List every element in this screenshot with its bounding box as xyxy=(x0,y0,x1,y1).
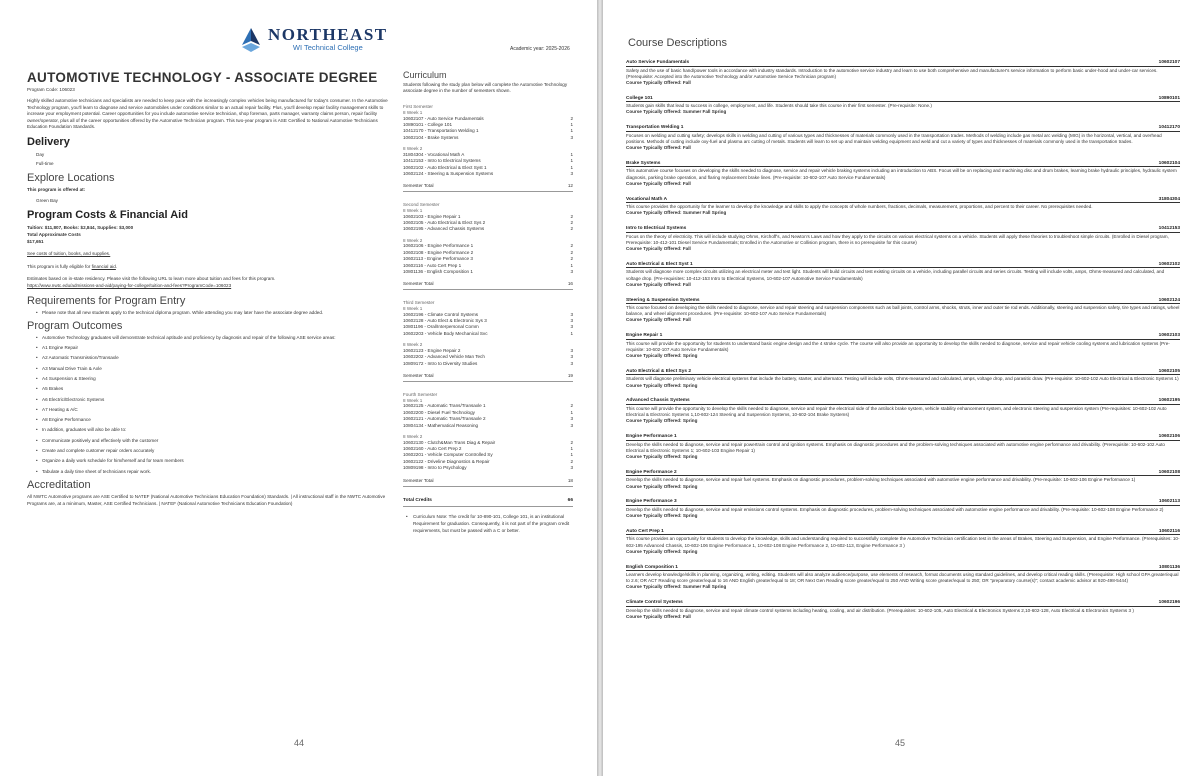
semester-block xyxy=(403,104,573,192)
course-name: 10602160 - Auto Cert Prep 2 xyxy=(403,445,462,451)
course-descriptions-title: Course Descriptions xyxy=(628,37,728,49)
course-name: 31804304 - Vocational Math A xyxy=(403,151,465,157)
course-name: College 101 xyxy=(626,95,653,101)
course-name: 10602123 - Engine Repair 2 xyxy=(403,347,461,353)
course-offered-value: Fall xyxy=(682,281,691,287)
course-name: 10602102 - Auto Electrical & Elect Syst 1 xyxy=(403,164,487,170)
course-entry xyxy=(626,96,1180,116)
delivery-heading: Delivery xyxy=(27,135,70,148)
semester-total-value: 16 xyxy=(567,281,573,287)
course-offered-value: Fall xyxy=(682,613,691,619)
semester-name: Fourth Semester xyxy=(403,392,438,398)
course-row xyxy=(403,226,573,232)
course-row xyxy=(403,423,573,429)
course-offered xyxy=(626,109,1180,115)
semester-name: First Semester xyxy=(403,104,433,110)
semester-name: Second Semester xyxy=(403,202,440,208)
week-label: 8 Week 2 xyxy=(403,342,423,348)
outcomes-list xyxy=(27,335,390,475)
course-description: Develop the skills needed to diagnose, service and repair climate control systems including heating, cooling, and air distribution. (Prerequisites: 10-602-105, Auto Electrical & Electronics Systems 2,10-602-128, Auto Electrical & Electronics Systems 3 ) xyxy=(626,607,1134,613)
offered-at-label: This program is offered at: xyxy=(27,187,86,193)
campus-name: Green Bay xyxy=(36,197,58,203)
course-entry xyxy=(626,499,1180,519)
curriculum-note: • Curriculum Note: The credit for 10-890-101, College 101, is an institutional Requirement for graduation. Consequently, it is not part of the program credit requirements, but must be passed with a C or better. xyxy=(403,513,573,535)
course-offered-value: Fall xyxy=(682,180,691,186)
course-name: 10602121 - Automatic Trans/Transaxle 2 xyxy=(403,416,486,422)
course-description: Safety and the use of basic hand/power tools in accordance with industry standards. Introduction to the automotive service industry and learn to use both comprehensive and manufacturer's service information to perform basic under-hood and under-car services. (Prerequisite: Accepted into the Automotive Technology and/or Automotive Service Technician program) xyxy=(626,67,1158,79)
course-header xyxy=(626,161,1180,168)
semester-name: Third Semester xyxy=(403,300,435,306)
course-credits: 2 xyxy=(570,213,573,219)
semester-list xyxy=(403,104,573,486)
course-credits: 2 xyxy=(570,439,573,445)
course-offered xyxy=(626,383,1180,389)
course-header xyxy=(626,565,1180,572)
semester-total-label: Semester Total xyxy=(403,373,434,379)
list-item: • Organize a daily work schedule for him/herself and for team members xyxy=(36,458,390,464)
course-name: 10602105 - Auto Electrical & Elect Sys 2 xyxy=(403,220,486,226)
course-name: 10602107 - Auto Service Fundamentals xyxy=(403,115,484,121)
week-label: 8 Week 2 xyxy=(403,433,423,439)
course-entry xyxy=(626,161,1180,187)
course-credits: 3 xyxy=(570,171,573,177)
course-offered-value: Spring xyxy=(682,454,698,460)
total-costs-label: Total Approximate Costs xyxy=(27,231,81,237)
course-description: Students will diagnose preliminary vehicle electrical systems that include the battery, starter, and alternator. Testing will include volts, Ohms-measured and calculated, amps, voltage drop, and parasitic draw. (Pre-requisite: 10-602-102 Auto Electrical & Electronic Systems 1) xyxy=(626,376,1179,382)
course-name: 10602202 - Advanced Vehicle Man Tech xyxy=(403,354,485,360)
course-offered-label: Course Typically Offered: xyxy=(626,246,682,252)
course-offered-value: Fall xyxy=(682,246,691,252)
course-name: 10602125 - Automatic Trans/Transaxle 1 xyxy=(403,403,486,409)
course-offered-value: Summer Fall Spring xyxy=(682,210,727,216)
course-code: 10602108 xyxy=(1158,469,1180,475)
course-credits: 2 xyxy=(570,220,573,226)
course-credits: 1 xyxy=(570,409,573,415)
course-offered-label: Course Typically Offered: xyxy=(626,109,682,115)
course-description: Focuses on welding and cutting safety; develops skills in welding and cutting of various types and thicknesses of materials commonly used in the transportation trades. Methods of welding include gas metal arc welding (MIG) in the horizontal, vertical, and overhead positions. Methods of cutting include oxy-fuel and plasma arc cutting of metals. Students will learn to set up and maintain welding equipment and weld and cut a variety of types and thicknesses of materials commonly used in the transportation trades. xyxy=(626,132,1162,144)
course-description: This automotive course focuses on developing the skills needed to diagnose, service and repair vehicle braking systems including an introduction to ABS. Focus will be on replacing and machining disc and drum brakes, learning brake hydraulic principles, hydraulic system diagnosis, parking brake operation, and flaring replacement brake lines. (Pre-requisite: 10-602-107 Auto Service Fundamentals) xyxy=(626,168,1177,180)
course-description: Students will diagnose more complex circuits utilizing an electrical meter and test light. Students will build circuits and test existing circuits on a vehicle, including parallel circuits and series circuits. Testing will include volts, amps, Ohms-measured and calculated, and voltage drop. (Pre-requisites: 10-412-153 Intro to Electrical Systems, 10-602-107 Automotive Service Fundamentals) xyxy=(626,269,1165,281)
course-name: 10602196 - Climate Control Systems xyxy=(403,311,479,317)
course-credits: 3 xyxy=(570,416,573,422)
course-credits: 1 xyxy=(570,122,573,127)
course-header xyxy=(626,262,1180,269)
course-offered xyxy=(626,246,1180,252)
locations-heading: Explore Locations xyxy=(27,172,115,185)
course-name: Auto Service Fundamentals xyxy=(626,60,690,65)
course-name: 10801136 - English Composition 1 xyxy=(403,269,473,275)
semester-block xyxy=(403,392,573,486)
course-offered-label: Course Typically Offered: xyxy=(626,483,682,489)
list-item: • Create and complete customer repair orders accurately xyxy=(36,448,390,454)
course-code: 10602196 xyxy=(1158,600,1180,606)
course-header xyxy=(626,333,1180,340)
course-credits: 3 xyxy=(570,311,573,317)
financial-aid-line: This program is fully eligible for financial aid. xyxy=(27,263,118,269)
course-offered xyxy=(626,145,1180,151)
logo-subtitle: WI Technical College xyxy=(292,43,363,52)
course-offered-label: Course Typically Offered: xyxy=(626,210,682,216)
course-description: Develop the skills needed to diagnose, service and repair powertrain control and ignition systems. Emphasis on diagnostic procedures and the problem-solving techniques associated with automotive engine performance and drivability. (Prerequisite: 10-602-102 Auto Electrical & Electronic Systems 1; 10-602-103 Engine Repair 1) xyxy=(626,441,1165,453)
course-header xyxy=(626,398,1180,405)
course-code: 10412170 xyxy=(1158,125,1180,131)
total-credits-row xyxy=(403,498,573,507)
estimate-text: Estimates based on in-state residency. Please visit the following URL to learn more about tuition and fees for this program. xyxy=(27,276,276,282)
course-credits: 1 xyxy=(570,158,573,164)
course-description: This course will provide the opportunity for students to understand basic engine design and the 4 stroke cycle. The course will also provide an opportunity to develop the skills needed to diagnose, service and repair vehicle cooling systems and lubrication systems (Pre-requisite: 10-602-107 Auto Service Fundamentals) xyxy=(626,340,1170,352)
course-name: 10804134 - Mathematical Reasoning xyxy=(403,422,479,428)
requirements-list xyxy=(27,310,390,316)
course-code: 10602106 xyxy=(1158,434,1180,440)
course-credits: 2 xyxy=(570,256,573,262)
course-code: 10602195 xyxy=(1158,398,1180,404)
course-offered-value: Spring xyxy=(682,353,698,359)
course-offered xyxy=(626,353,1180,359)
course-credits: 2 xyxy=(570,226,573,232)
course-name: 10412170 - Transportation Welding 1 xyxy=(403,128,479,134)
course-header xyxy=(626,298,1180,305)
semester-total-value: 12 xyxy=(567,183,573,189)
tuition-url[interactable]: https://www.nwtc.edu/admissions-and-aid/paying-for-college/tuition-and-fees?ProgramCode=106023 xyxy=(27,282,232,288)
course-credits: 1 xyxy=(570,262,573,268)
course-credits: 2 xyxy=(570,403,573,409)
course-offered-value: Fall xyxy=(682,79,691,85)
costs-heading: Program Costs & Financial Aid xyxy=(27,209,188,222)
course-header xyxy=(626,470,1180,477)
course-entry xyxy=(626,369,1180,389)
course-name: 10602106 - Engine Performance 1 xyxy=(403,243,474,249)
list-item: • In addition, graduates will also be able to: xyxy=(36,427,390,433)
course-description: This course will provide the opportunity to develop the skills needed to diagnose, service and repair the electrical side of the antilock brake system, vehicle stability enhancement system, and electronic steering and suspension system (Pre-requisites: 10-602-102 Auto Electrical & Electronic Systems 1,10-602-124 Steering and Suspension Systems, 10-602-104 Brake Systems) xyxy=(626,405,1167,418)
course-description: Develop the skills needed to diagnose, service and repair emissions control systems. Emphasis on diagnostic procedures, problem-solving techniques associated with automotive engine performance and drivability. (Pre-requisite: 10-602-108 Engine Performance 2) xyxy=(626,506,1164,512)
course-description-list xyxy=(626,60,1180,630)
course-name: 10602122 - Driveline Diagnostics & Repair xyxy=(403,458,490,464)
course-name: 10602124 - Steering & Suspension Systems xyxy=(403,171,494,177)
list-item: • A6 Electric/Electronic Systems xyxy=(36,397,390,403)
course-offered xyxy=(626,210,1180,216)
semester-total-row xyxy=(403,472,573,487)
course-offered xyxy=(626,454,1180,460)
course-code: 10602104 xyxy=(1158,160,1180,166)
course-code: 10602116 xyxy=(1158,528,1180,534)
course-credits: 1 xyxy=(570,330,573,336)
course-entry xyxy=(626,565,1180,591)
course-credits: 3 xyxy=(570,465,573,471)
course-entry xyxy=(626,226,1180,252)
course-header xyxy=(626,529,1180,536)
course-header xyxy=(626,125,1180,132)
semester-total-row xyxy=(403,367,573,382)
course-entry xyxy=(626,262,1180,288)
course-name: 10602200 - Diesel Fuel Technology xyxy=(403,409,475,415)
page-44 xyxy=(0,0,597,776)
course-header xyxy=(626,499,1180,506)
logo-name: NORTHEAST xyxy=(268,25,388,44)
course-name: 10809172 - Intro to Diversity Studies xyxy=(403,360,478,366)
list-item: • A5 Brakes xyxy=(36,386,390,392)
week-label: 8 Week 1 xyxy=(403,110,423,115)
course-entry xyxy=(626,125,1180,151)
course-offered-label: Course Typically Offered: xyxy=(626,281,682,287)
course-credits: 3 xyxy=(570,422,573,428)
course-credits: 2 xyxy=(570,458,573,464)
course-credits: 3 xyxy=(570,269,573,275)
course-offered-label: Course Typically Offered: xyxy=(626,418,682,424)
course-entry xyxy=(626,197,1180,217)
semester-total-label: Semester Total xyxy=(403,183,434,189)
course-credits: 1 xyxy=(570,128,573,134)
course-entry xyxy=(626,600,1180,620)
course-description: This course provides an opportunity for students to develop the knowledge, skills and understanding required to successfully complete the Automotive Technician certification test in the areas of Brakes, Steering and Suspension, and Engine Performance. (Prerequisites: 10-602-195 Advanced Chassis, 10-602-106 Engine Performance 1, 10-602-108 Engine Performance 2, 10-602-113, Engine Performance 3 ) xyxy=(626,536,1180,548)
course-name: 10602195 - Advanced Chassis Systems xyxy=(403,226,485,232)
course-offered-label: Course Typically Offered: xyxy=(626,353,682,359)
course-credits: 1 xyxy=(570,445,573,451)
course-credits: 2 xyxy=(570,249,573,255)
course-offered xyxy=(626,584,1180,590)
course-description: This course focused on developing the skills needed to diagnose, service and repair steering and suspension components such as ball joints, control arms, shocks, struts, inner and outer tie rod ends. Additionally, steering and suspension safety, tire types and ratings, wheel balance, and wheel alignment procedures. (Pre-requisite: 10-602-107 Auto Service Fundamentals) xyxy=(626,305,1180,317)
program-overview xyxy=(27,70,390,507)
tuition-line: Tuition: $11,807, Books: $2,844, Supplies: $3,000 xyxy=(27,225,134,231)
course-name: Auto Electrical & Elect Sys 2 xyxy=(626,368,692,374)
course-name: Climate Control Systems xyxy=(626,600,683,606)
course-credits: 3 xyxy=(570,134,573,140)
course-name: 10602103 - Engine Repair 1 xyxy=(403,213,461,219)
list-item: • A3 Manual Drive Train & Axle xyxy=(36,366,390,372)
course-header xyxy=(626,197,1180,204)
course-name: 10602130 - Clutch&Man Trans Diag & Repair xyxy=(403,439,496,445)
course-name: Brake Systems xyxy=(626,160,661,166)
course-name: 10602116 - Auto Cert Prep 1 xyxy=(403,262,462,268)
course-offered-value: Spring xyxy=(682,483,698,489)
page-number: 45 xyxy=(895,738,906,748)
page-45 xyxy=(603,0,1200,776)
curriculum xyxy=(403,70,573,535)
course-offered-label: Course Typically Offered: xyxy=(626,145,682,151)
course-name: Intro to Electrical Systems xyxy=(626,226,687,232)
delivery-item: Day xyxy=(36,151,45,157)
curriculum-intro: Students following the study plan below will complete the Automotive Technology associate degree in the number of semesters shown. xyxy=(403,82,568,94)
semester-total-row xyxy=(403,177,573,192)
course-description: Focus on the theory of electricity. This will include studying Ohms, Kirchoff's, and Newton's Laws and how they apply to the circuits on various electrical systems on a vehicle. Students will apply these theories to troubleshoot simple circuits. (Enrolled in Diesel program, Prerequisite: 10-412-101 Diesel Service Fundamentals; Enrolled in the Automotive or Collision program, there is no prerequisite for this course) xyxy=(626,233,1169,245)
course-name: 10602108 - Engine Performance 2 xyxy=(403,249,474,255)
course-offered-label: Course Typically Offered: xyxy=(626,613,682,619)
accreditation-text: All NWTC Automotive programs are ASE Certified to NATEF (National Automotive Technicians Education Foundation) Standards. | All instructional staff in the NWTC Automotive Programs are, at a minimum, Master, ASE Certified Technicians. | NATEF (National Automotive Technicians Education Foundation) xyxy=(27,493,386,506)
semester-total-value: 18 xyxy=(567,477,573,483)
course-description: Develop the skills needed to diagnose, service and repair fuel systems. Emphasis on diagnostic procedures, problem-solving techniques associated with automotive engine performance and drivability. (Pre-requisite: 10-602-106 Engine Performance 1) xyxy=(626,477,1136,483)
college-logo xyxy=(240,26,388,53)
program-code: Program Code: 106023 xyxy=(27,87,75,92)
course-offered xyxy=(626,317,1180,323)
course-entry xyxy=(626,529,1180,555)
course-offered-label: Course Typically Offered: xyxy=(626,382,682,388)
course-header xyxy=(626,369,1180,376)
course-name: Auto Cert Prep 1 xyxy=(626,528,664,534)
course-name: Transportation Welding 1 xyxy=(626,125,684,131)
course-name: 10602203 - Vehicle Body Mechanical Svc xyxy=(403,330,488,336)
course-credits: 3 xyxy=(570,360,573,366)
delivery-item: Full-time xyxy=(36,160,54,166)
accreditation-heading: Accreditation xyxy=(27,478,91,491)
course-credits: 3 xyxy=(570,347,573,353)
course-code: 10602107 xyxy=(1158,60,1180,65)
course-row xyxy=(403,135,573,141)
course-offered-label: Course Typically Offered: xyxy=(626,584,682,590)
course-name: 10809198 - Intro to Psychology xyxy=(403,465,467,471)
course-name: 10602201 - Vehicle Computer Controlled Sy xyxy=(403,452,493,458)
course-offered-value: Spring xyxy=(682,382,698,388)
course-offered-value: Fall xyxy=(682,317,691,323)
course-offered-value: Summer Fall Spring xyxy=(682,584,727,590)
course-name: Engine Performance 2 xyxy=(626,469,677,475)
course-credits: 3 xyxy=(570,354,573,360)
course-credits: 1 xyxy=(570,452,573,458)
semester-total-label: Semester Total xyxy=(403,477,434,483)
course-offered-value: Spring xyxy=(682,418,698,424)
course-code: 10602105 xyxy=(1158,368,1180,374)
course-offered xyxy=(626,484,1180,490)
course-credits: 3 xyxy=(570,324,573,330)
course-description: This course provides the opportunity for the learner to develop the knowledge and skills to apply the concepts of whole numbers, fractions, decimals, measurement, proportions, and percent to their career. No prerequisites needed. xyxy=(626,204,1093,210)
course-name: 10602128 - Auto Elect & Electronic Sys 3 xyxy=(403,318,487,324)
course-credits: 2 xyxy=(570,243,573,249)
week-label: 8 Week 2 xyxy=(403,146,423,152)
course-code: 10801136 xyxy=(1158,564,1180,570)
course-offered xyxy=(626,418,1180,424)
total-costs-value: $17,651 xyxy=(27,238,44,244)
list-item: • A2 Automatic Transmission/Transaxle xyxy=(36,355,390,361)
course-code: 10602124 xyxy=(1158,297,1180,303)
course-name: English Composition 1 xyxy=(626,564,678,570)
semester-total-value: 19 xyxy=(567,373,573,379)
course-code: 31804304 xyxy=(1158,196,1180,202)
course-name: 10890101 - College 101 xyxy=(403,122,453,127)
list-item: • A1 Engine Repair xyxy=(36,345,390,351)
course-name: Engine Performance 1 xyxy=(626,434,677,440)
list-item: • Automotive Technology graduates will demonstrate technical aptitude and proficiency by diagnosis and repair of the following ASE service areas: xyxy=(36,335,390,341)
course-header xyxy=(626,96,1180,103)
course-code: 10602102 xyxy=(1158,261,1180,267)
course-offered-label: Course Typically Offered: xyxy=(626,548,682,554)
course-offered-value: Fall xyxy=(682,145,691,151)
course-offered-value: Spring xyxy=(682,548,698,554)
academic-year: Academic year: 2025-2026 xyxy=(510,46,570,52)
outcomes-heading: Program Outcomes xyxy=(27,319,123,332)
course-offered xyxy=(626,614,1180,620)
course-offered-label: Course Typically Offered: xyxy=(626,317,682,323)
curriculum-title: Curriculum xyxy=(403,70,447,80)
course-offered xyxy=(626,549,1180,555)
course-header xyxy=(626,434,1180,441)
course-offered xyxy=(626,181,1180,187)
course-name: Vocational Math A xyxy=(626,196,668,202)
semester-total-label: Semester Total xyxy=(403,281,434,287)
course-name: Engine Repair 1 xyxy=(626,333,663,339)
course-code: 10890101 xyxy=(1158,95,1180,101)
week-label: 8 Week 1 xyxy=(403,208,423,214)
course-credits: 3 xyxy=(570,318,573,324)
course-name: 10602104 - Brake Systems xyxy=(403,134,459,140)
list-item: • Tabulate a daily time sheet of technicians repair work. xyxy=(36,469,390,475)
course-offered-label: Course Typically Offered: xyxy=(626,180,682,186)
page-number: 44 xyxy=(294,738,305,748)
course-name: 10801196 - Oral/Interpersonal Comm xyxy=(403,324,479,330)
course-credits: 2 xyxy=(570,115,573,121)
course-name: Advanced Chassis Systems xyxy=(626,398,690,404)
course-header xyxy=(626,60,1180,67)
course-offered-label: Course Typically Offered: xyxy=(626,513,682,519)
course-offered-value: Spring xyxy=(682,513,698,519)
program-title: AUTOMOTIVE TECHNOLOGY - ASSOCIATE DEGREE xyxy=(27,70,378,85)
course-offered-label: Course Typically Offered: xyxy=(626,454,682,460)
course-name: Auto Electrical & Elect Syst 1 xyxy=(626,261,693,267)
semester-block xyxy=(403,300,573,382)
total-credits-value: 66 xyxy=(567,497,573,503)
week-label: 8 Week 1 xyxy=(403,306,423,312)
course-header xyxy=(626,600,1180,607)
course-offered xyxy=(626,282,1180,288)
course-offered-label: Course Typically Offered: xyxy=(626,79,682,85)
list-item: • A4 Suspension & Steering xyxy=(36,376,390,382)
course-entry xyxy=(626,470,1180,490)
course-name: 10602113 - Engine Performance 3 xyxy=(403,256,473,262)
course-code: 10602103 xyxy=(1158,333,1180,339)
course-name: Steering & Suspension Systems xyxy=(626,297,700,303)
course-credits: 1 xyxy=(570,151,573,157)
course-header xyxy=(626,226,1180,233)
week-label: 8 Week 2 xyxy=(403,237,423,243)
financial-aid-link[interactable]: financial aid xyxy=(91,263,116,269)
week-label: 8 Week 1 xyxy=(403,397,423,403)
course-offered xyxy=(626,80,1180,86)
course-code: 10602113 xyxy=(1158,499,1180,505)
college-logo-mark xyxy=(240,27,262,53)
program-description: Highly skilled automotive technicians and specialists are needed to keep pace with the increasingly complex vehicles being manufactured for today's consumer. In the Automotive Technology program, you'll learn to diagnose and service automobiles under conditions similar to an actual repair facility. Plus, you'll develop repair facility management skills to increase your employment potential. Career opportunities for you include automotive service technician, shop foreman, parts manager, warranty claims person, repair facility owner/operator, plus all of the career opportunities offered by the Automotive Technician program. This two-year program is ASE Certified to National Automotive Technicians Education Foundation Standards. xyxy=(27,98,388,130)
course-entry xyxy=(626,333,1180,359)
course-offered xyxy=(626,513,1180,519)
course-code: 10412153 xyxy=(1158,226,1180,232)
list-item: • A8 Engine Performance xyxy=(36,417,390,423)
requirements-heading: Requirements for Program Entry xyxy=(27,294,186,307)
course-entry xyxy=(626,434,1180,460)
course-entry xyxy=(626,298,1180,324)
costs-link[interactable]: See costs of tuition, books, and supplies. xyxy=(27,251,111,257)
course-credits: 1 xyxy=(570,164,573,170)
course-description: Learners develop knowledge/skills in planning, organizing, writing, editing. Students will also analyze audience/purpose, use elements of research, format documents using standard guidelines, and develop critical reading skills. (Prerequisite: High school GPA greater/equal to 2.6; OR ACT Reading score greater/equal to 16 AND English greater/equal to 18; OR Next Gen Reading score greater/equal to 250 AND Writing score greater/equal to 250; OR "preparatory course(s)"; contact academic advisor at 920-498-5444) xyxy=(626,572,1179,584)
list-item: • Communicate positively and effectively with the customer xyxy=(36,438,390,444)
course-description: Students gain skills that lead to success in college, employment, and life. Students should take this course in their first semester. (Pre-requisite: None.) xyxy=(626,103,932,109)
list-item: • Please note that all new students apply to the technical diploma program. While attending you may later have the associate degree added. xyxy=(36,310,390,316)
course-name: 10412153 - Intro to Electrical Systems xyxy=(403,158,481,164)
course-offered-value: Summer Fall Spring xyxy=(682,109,727,115)
course-row xyxy=(403,331,573,337)
semester-total-row xyxy=(403,275,573,290)
course-entry xyxy=(626,60,1180,86)
course-entry xyxy=(626,398,1180,424)
total-credits-label: Total Credits xyxy=(403,497,432,503)
list-item: • A7 Heating & A/C xyxy=(36,407,390,413)
course-name: Engine Performance 3 xyxy=(626,499,677,505)
semester-block xyxy=(403,202,573,290)
